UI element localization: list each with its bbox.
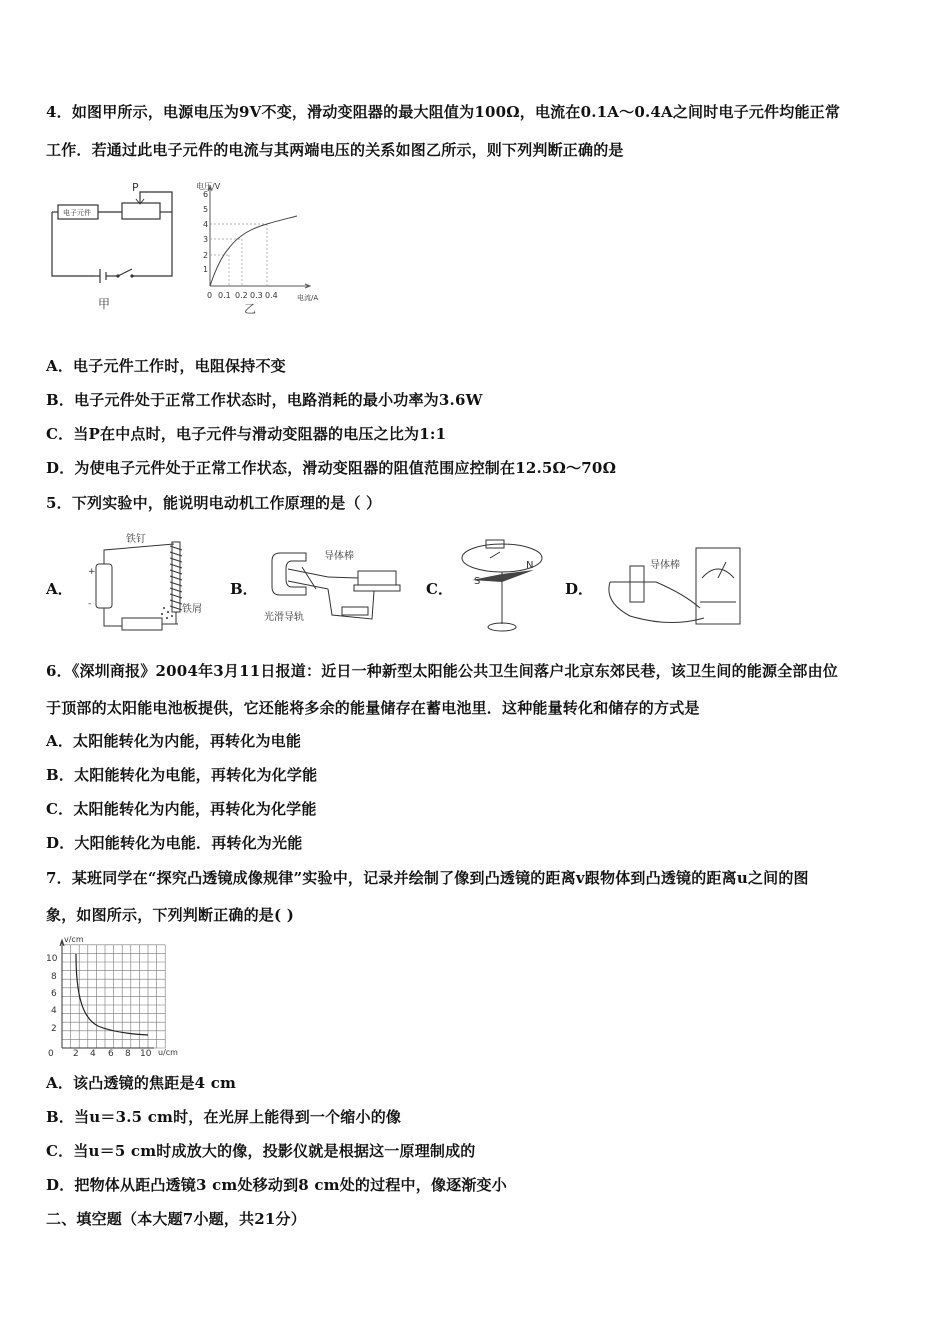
x-tick: 0.4: [265, 291, 278, 300]
q5-fig-a-electromagnet: [82, 530, 222, 640]
fig-c-n-label: N: [526, 560, 534, 571]
fig-a-plus: +: [88, 567, 96, 577]
fig-yi-caption: 乙: [244, 302, 257, 316]
v-tick: 10: [46, 954, 58, 964]
v-tick: 2: [51, 1024, 57, 1034]
u-tick: 0: [48, 1049, 54, 1059]
x-tick: 0.3: [250, 291, 263, 300]
v-tick: 6: [51, 989, 57, 999]
q4-option-c: C．当P在中点时，电子元件与滑动变阻器的电压之比为1:1: [46, 425, 447, 443]
q5-label-b: B．: [230, 580, 258, 598]
u-tick: 10: [140, 1049, 152, 1059]
y-tick: 4: [203, 220, 209, 229]
q5-label-c: C．: [426, 580, 453, 598]
y-tick: 1: [203, 265, 209, 274]
u-tick: 8: [125, 1049, 131, 1059]
graph-xlabel: u/cm: [158, 1048, 178, 1057]
fig-a-nail-label: 铁钉: [126, 534, 146, 545]
section-2-heading: 二、填空题（本大题7小题，共21分）: [46, 1210, 306, 1228]
fig-c-s-label: S: [474, 576, 481, 587]
fig-d-rod-label: 导体棒: [650, 560, 680, 571]
x-tick: 0.2: [235, 291, 248, 300]
q5-label-d: D．: [565, 580, 594, 598]
q4-option-a: A．电子元件工作时，电阻保持不变: [46, 357, 286, 375]
x-tick: 0: [207, 291, 213, 300]
fig-jia-slider-label: P: [132, 181, 139, 194]
v-tick: 4: [51, 1006, 57, 1016]
q5-fig-d-generator: [600, 542, 760, 634]
y-tick: 2: [203, 251, 209, 260]
q6-option-a: A．太阳能转化为内能，再转化为电能: [46, 732, 302, 750]
q7-stem-line1: 7．某班同学在“探究凸透镜成像规律”实验中，记录并绘制了像到凸透镜的距离v跟物体到凸透镜的距离u之间的图: [46, 869, 809, 887]
q4-stem-line1: 4．如图甲所示，电源电压为9V不变，滑动变阻器的最大阻值为100Ω，电流在0.1A～0.4A之间时电子元件均能正常: [46, 103, 841, 121]
q6-option-c: C．太阳能转化为内能，再转化为化学能: [46, 800, 317, 818]
q4-circuit-figure: [40, 178, 180, 313]
fig-yi-xlabel: 电流/A: [297, 294, 319, 302]
v-tick: 8: [51, 972, 57, 982]
x-tick: 0.1: [218, 291, 231, 300]
q5-fig-c-oersted: [460, 532, 550, 638]
q7-stem-line2: 象，如图所示，下列判断正确的是( ): [46, 906, 295, 924]
fig-a-minus: -: [88, 599, 92, 609]
q5-fig-b-rails: [262, 545, 412, 630]
fig-a-scraps-label: 铁屑: [182, 604, 202, 615]
fig-b-rail-label: 光滑导轨: [264, 612, 304, 623]
graph-ylabel: v/cm: [64, 935, 84, 944]
q5-stem: 5．下列实验中，能说明电动机工作原理的是（ ）: [46, 494, 382, 512]
q6-stem-line1: 6．《深圳商报》2004年3月11日报道：近日一种新型太阳能公共卫生间落户北京东郊民巷，该卫生间的能源全部由位: [46, 662, 839, 680]
y-tick: 6: [203, 190, 209, 199]
q6-option-d: D．大阳能转化为电能．再转化为光能: [46, 834, 303, 852]
q4-stem-line2: 工作．若通过此电子元件的电流与其两端电压的关系如图乙所示，则下列判断正确的是: [46, 141, 624, 159]
q5-label-a: A．: [46, 580, 73, 598]
q4-option-d: D．为使电子元件处于正常工作状态，滑动变阻器的阻值范围应控制在12.5Ω～70Ω: [46, 459, 617, 477]
u-tick: 2: [73, 1049, 79, 1059]
q7-option-a: A．该凸透镜的焦距是4 cm: [46, 1074, 237, 1092]
fig-b-rod-label: 导体棒: [324, 551, 354, 562]
q7-option-d: D．把物体从距凸透镜3 cm处移动到8 cm处的过程中，像逐渐变小: [46, 1176, 507, 1194]
q6-stem-line2: 于顶部的太阳能电池板提供，它还能将多余的能量储存在蓄电池里．这种能量转化和储存的方式是: [46, 699, 700, 717]
y-tick: 5: [203, 205, 209, 214]
q4-option-b: B．电子元件处于正常工作状态时，电路消耗的最小功率为3.6W: [46, 391, 483, 409]
q4-iv-graph: [192, 178, 342, 318]
fig-jia-component-label: 电子元件: [63, 209, 91, 217]
u-tick: 4: [90, 1049, 96, 1059]
q6-option-b: B．太阳能转化为电能，再转化为化学能: [46, 766, 318, 784]
y-tick: 3: [203, 235, 209, 244]
u-tick: 6: [108, 1049, 114, 1059]
fig-jia-caption: 甲: [98, 297, 111, 311]
fig-yi-ylabel: 电压/V: [196, 182, 221, 191]
q7-option-c: C．当u＝5 cm时成放大的像，投影仪就是根据这一原理制成的: [46, 1142, 476, 1160]
q7-option-b: B．当u＝3.5 cm时，在光屏上能得到一个缩小的像: [46, 1108, 402, 1126]
q7-vu-graph: [42, 934, 192, 1060]
